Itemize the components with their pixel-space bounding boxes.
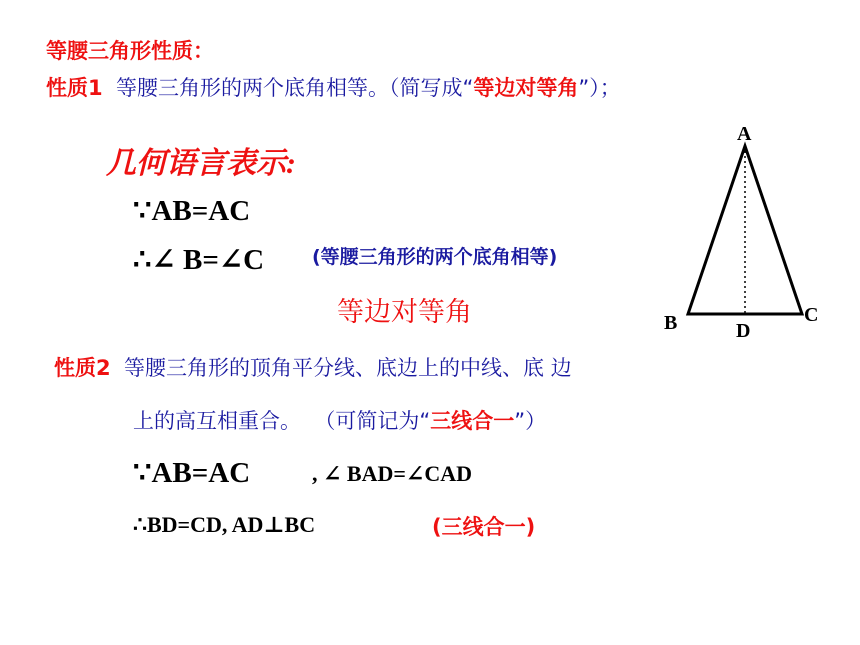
property-2-label: 性质2 xyxy=(54,356,111,380)
property-2-text-line-1: 等腰三角形的顶角平分线、底边上的中线、底 边 xyxy=(123,356,572,380)
vertex-label-b: B xyxy=(664,312,678,334)
reason-1: (等腰三角形的两个底角相等) xyxy=(312,246,558,268)
property-1-note-prefix: （简写成“ xyxy=(388,76,474,100)
reason-2: (三线合一) xyxy=(432,515,536,539)
geometry-language-title: 几何语言表示: xyxy=(106,147,296,180)
given-statement-2a: ∵AB=AC xyxy=(133,457,251,489)
conclusion-statement-1: ∴∠ B=∠C xyxy=(133,244,265,276)
property-2-note-suffix: ”） xyxy=(514,409,547,433)
property-1-note-suffix: ”）； xyxy=(578,76,621,100)
property-1-label: 性质1 xyxy=(46,76,103,100)
property-2-line-2 xyxy=(133,405,546,435)
section-heading: 等腰三角形性质： xyxy=(46,39,214,63)
vertex-label-a: A xyxy=(737,123,752,145)
short-form-1: 等边对等角 xyxy=(337,297,472,328)
property-1 xyxy=(46,72,621,102)
property-1-text: 等腰三角形的两个底角相等。 xyxy=(115,76,389,100)
conclusion-statement-2: ∴BD=CD, AD⊥BC xyxy=(133,512,316,537)
property-2-line-1 xyxy=(54,352,572,382)
given-statement-1: ∵AB=AC xyxy=(133,195,251,227)
property-2-note-highlight: 三线合一 xyxy=(430,409,515,433)
isosceles-triangle-figure xyxy=(660,118,840,348)
vertex-label-c: C xyxy=(804,304,819,326)
property-2-text-line-2: 上的高互相重合。 xyxy=(133,409,301,433)
property-2-note-prefix: （可简记为“ xyxy=(314,409,431,433)
point-label-d: D xyxy=(736,320,751,342)
property-1-note-highlight: 等边对等角 xyxy=(473,76,579,100)
given-statement-2b: , ∠ BAD=∠CAD xyxy=(312,461,473,486)
